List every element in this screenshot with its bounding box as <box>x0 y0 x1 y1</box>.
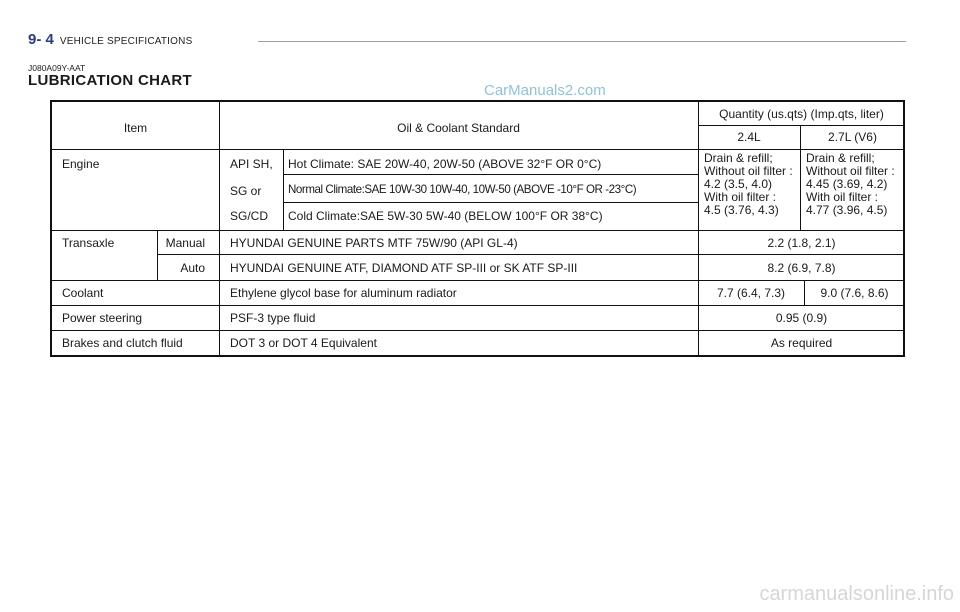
engine-qty-2-4l: Drain & refill; Without oil filter : 4.2 (3.5, 4.0) With oil filter : 4.5 (3.76, 4.3) <box>704 151 793 217</box>
power-steering-standard: PSF-3 type fluid <box>230 311 316 325</box>
doc-code: J080A09Y-AAT <box>28 63 86 73</box>
brakes-label: Brakes and clutch fluid <box>62 336 183 350</box>
hline-engine <box>52 230 905 231</box>
engine-api-3: SG/CD <box>230 209 269 223</box>
transaxle-auto-qty: 8.2 (6.9, 7.8) <box>767 261 836 275</box>
header-2-4l: 2.4L <box>737 130 761 144</box>
engine-normal-climate: Normal Climate:SAE 10W-30 10W-40, 10W-50 (ABOVE -10°F OR -23°C) <box>288 183 637 196</box>
coolant-qty-2-4l: 7.7 (6.4, 7.3) <box>716 286 786 300</box>
hline-power-steering <box>52 330 905 331</box>
coolant-label: Coolant <box>62 286 104 300</box>
brakes-qty: As required <box>770 336 833 350</box>
header-item: Item <box>123 121 148 135</box>
hline-manual <box>157 254 905 255</box>
engine-qty-2-7l: Drain & refill; Without oil filter : 4.45 (3.69, 4.2) With oil filter : 4.77 (3.96, 4.5) <box>806 151 895 217</box>
lubrication-table <box>50 100 905 357</box>
header-rule <box>258 41 906 42</box>
engine-api-1: API SH, <box>230 157 273 171</box>
vline-api <box>283 149 284 230</box>
transaxle-manual-label: Manual <box>165 236 205 250</box>
vline-item <box>219 102 220 355</box>
power-steering-label: Power steering <box>62 311 143 325</box>
header-2-7l: 2.7L (V6) <box>828 130 877 144</box>
page-number: 9- 4 <box>28 31 54 48</box>
header-standard: Oil & Coolant Standard <box>397 121 520 135</box>
transaxle-auto-label: Auto <box>180 261 205 275</box>
brakes-standard: DOT 3 or DOT 4 Equivalent <box>230 336 377 350</box>
hline-transaxle <box>52 280 905 281</box>
power-steering-qty: 0.95 (0.9) <box>775 311 828 325</box>
section-title: VEHICLE SPECIFICATIONS <box>59 36 193 47</box>
engine-cold-climate: Cold Climate:SAE 5W-30 5W-40 (BELOW 100°F OR 38°C) <box>288 209 603 223</box>
chart-title: LUBRICATION CHART <box>28 72 192 89</box>
transaxle-manual-standard: HYUNDAI GENUINE PARTS MTF 75W/90 (API GL-4) <box>230 236 518 250</box>
coolant-qty-2-7l: 9.0 (7.6, 8.6) <box>820 286 889 300</box>
hline-header-sub <box>698 125 905 126</box>
hline-header <box>52 149 905 150</box>
hline-coolant <box>52 305 905 306</box>
transaxle-label: Transaxle <box>62 236 115 250</box>
engine-label: Engine <box>62 157 100 171</box>
transaxle-manual-qty: 2.2 (1.8, 2.1) <box>767 236 836 250</box>
engine-hot-climate: Hot Climate: SAE 20W-40, 20W-50 (ABOVE 32°F OR 0°C) <box>288 157 602 171</box>
header-quantity: Quantity (us.qts) (Imp.qts, liter) <box>719 107 884 121</box>
footer-watermark: carmanualsonline.info <box>759 583 954 605</box>
transaxle-auto-standard: HYUNDAI GENUINE ATF, DIAMOND ATF SP-III or SK ATF SP-III <box>230 261 578 275</box>
page-header <box>28 31 192 48</box>
engine-api-2: SG or <box>230 184 262 198</box>
watermark: CarManuals2.com <box>484 82 606 99</box>
coolant-standard: Ethylene glycol base for aluminum radiator <box>230 286 457 300</box>
hline-engine-1 <box>283 174 698 175</box>
hline-engine-2 <box>283 202 698 203</box>
